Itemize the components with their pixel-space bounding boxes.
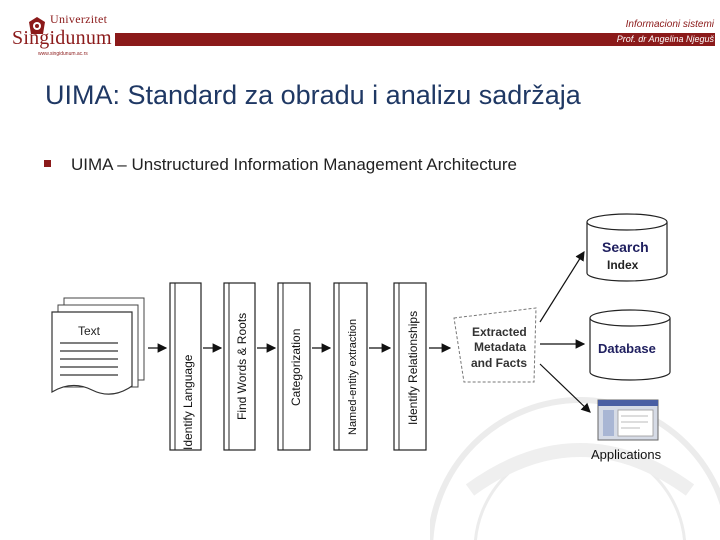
input-text-label: Text xyxy=(78,324,101,338)
output-line-2: Metadata xyxy=(474,340,527,354)
author-name: Prof. dr Angelina Njeguš xyxy=(616,34,714,44)
stage-identify-language xyxy=(170,283,201,450)
application-window-icon xyxy=(598,400,658,440)
arrow-to-search-index xyxy=(540,252,584,322)
stage-find-words xyxy=(224,283,255,450)
logo-url-text: www.singidunum.ac.rs xyxy=(38,51,88,57)
search-index-label-1: Search xyxy=(602,239,649,255)
stage-label-categorization: Categorization xyxy=(289,328,303,406)
stage-categorization xyxy=(278,283,310,450)
stage-named-entity xyxy=(334,283,367,450)
stage-identify-relationships xyxy=(394,283,426,450)
output-line-1: Extracted xyxy=(472,325,527,339)
slide-title: UIMA: Standard za obradu i analizu sadržaja xyxy=(45,80,581,110)
course-title: Informacioni sistemi xyxy=(625,19,714,30)
stage-label-identify-language: Identify Language xyxy=(181,354,195,450)
arrow-to-applications xyxy=(540,364,590,412)
database-label: Database xyxy=(598,341,656,356)
output-line-3: and Facts xyxy=(471,356,528,370)
logo-university-text: Univerzitet xyxy=(50,12,108,26)
search-index-label-2: Index xyxy=(607,258,639,272)
stage-label-named-entity: Named-entity extraction xyxy=(347,318,359,435)
logo-name-text: Singidunum xyxy=(12,27,112,49)
bullet-text: UIMA – Unstructured Information Management Architecture xyxy=(71,155,517,174)
applications-label: Applications xyxy=(591,447,662,462)
document-stack-icon xyxy=(52,298,144,394)
stage-label-find-words: Find Words & Roots xyxy=(235,312,249,420)
stage-label-identify-relationships: Identify Relationships xyxy=(406,310,420,425)
